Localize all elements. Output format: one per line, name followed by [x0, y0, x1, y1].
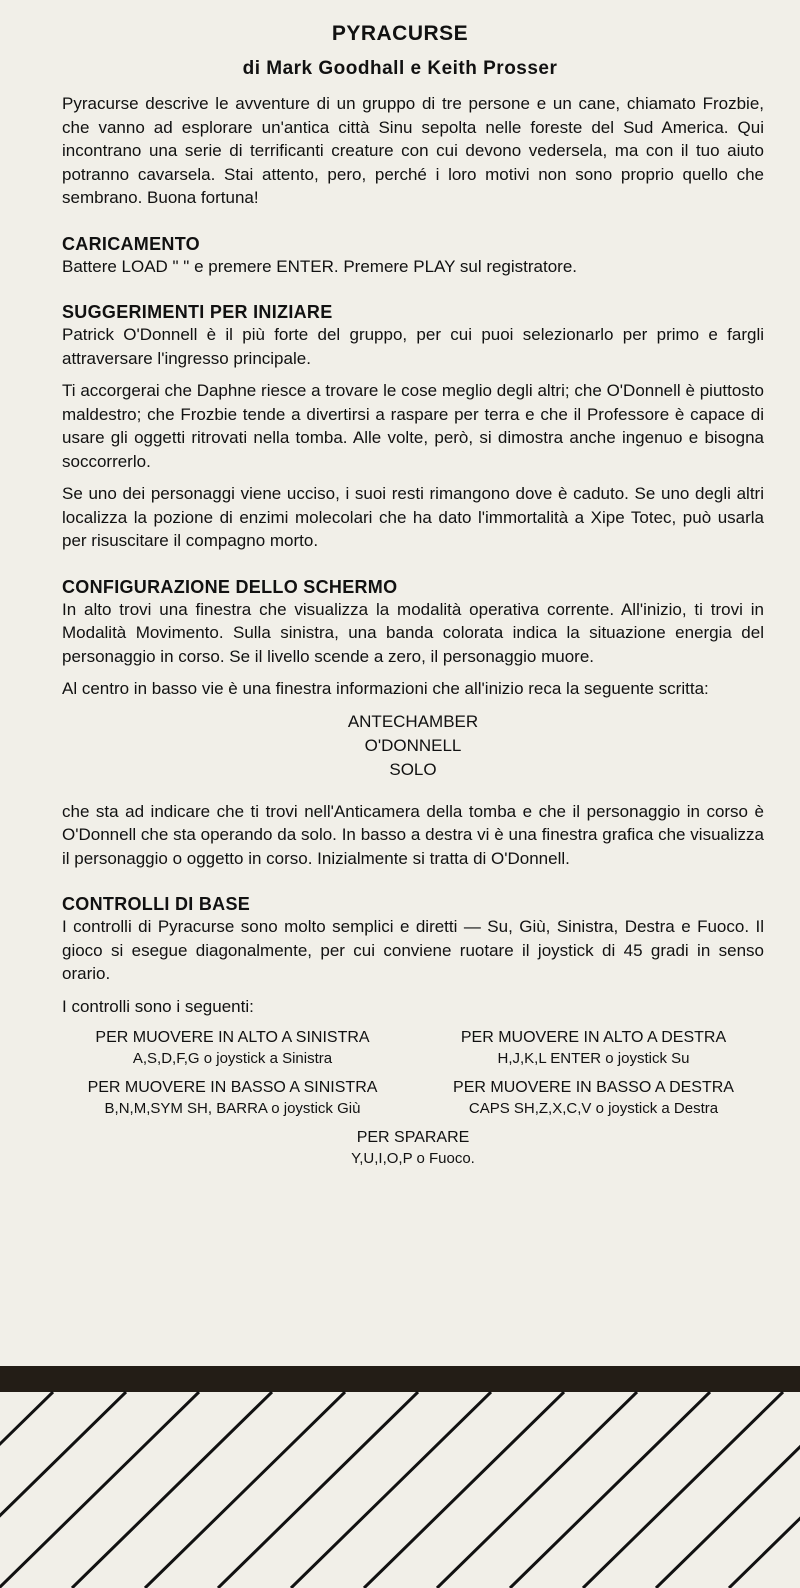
diagonal-stripe	[218, 1392, 418, 1588]
diagonal-stripe	[145, 1392, 345, 1588]
control-label: PER MUOVERE IN ALTO A SINISTRA	[95, 1029, 370, 1046]
info-line: ANTECHAMBER	[347, 711, 479, 731]
controls-paragraph-1: I controlli di Pyracurse sono molto semplici e diretti — Su, Giù, Sinistra, Destra e Fuoco. Il gioco si esegue diagonalmente, per cui conviene ruotare il joystick di 45 gradi in senso orario.	[62, 917, 764, 983]
diagonal-stripe	[656, 1392, 800, 1588]
diagonal-stripe	[729, 1392, 800, 1588]
control-down-left	[62, 1077, 403, 1119]
control-label: PER SPARARE	[356, 1129, 470, 1146]
screen-paragraph-1: In alto trovi una finestra che visualizza la modalità operativa corrente. All'inizio, ti trovi in Modalità Movimento. Sulla sinistra, una banda colorata indica la situazione energia del personaggio in corso. Se il livello scende a zero, il personaggio muore.	[62, 599, 764, 666]
tips-paragraph-1: Patrick O'Donnell è il più forte del gruppo, per cui puoi selezionarlo per primo e fargli attraversare l'ingresso principale.	[62, 325, 764, 368]
control-label: PER MUOVERE IN BASSO A DESTRA	[453, 1079, 734, 1096]
section-heading-screen: CONFIGURAZIONE DELLO SCHERMO	[62, 576, 398, 597]
game-title: PYRACURSE	[331, 22, 469, 45]
intro-paragraph: Pyracurse descrive le avventure di un gruppo di tre persone e un cane, chiamato Frozbie, che vanno ad esplorare un'antica città Sinu sepolta nelle foreste del Sud America. Qui incontrano una serie di terrificanti creature con cui devono vedersela, ma con il tuo aiuto potranno cavarsela. Stai attento, pero, perché i loro motivi non sono proprio quello che sembrano. Buona fortuna!	[62, 94, 764, 207]
tips-paragraph-3: Se uno dei personaggi viene ucciso, i suoi resti rimangono dove è caduto. Se uno degli altri localizza la pozione di enzimi molecolari che ha dato l'immortalità a Xipe Totec, può usarla per risuscitare il compagno morto.	[62, 484, 764, 550]
stripes-graphic	[0, 1366, 800, 1588]
control-keys: Y,U,I,O,P o Fuoco.	[351, 1150, 475, 1167]
control-label: PER MUOVERE IN BASSO A SINISTRA	[87, 1079, 378, 1096]
section-heading-loading: CARICAMENTO	[62, 233, 200, 254]
control-up-right	[423, 1027, 764, 1069]
diagonal-stripe	[0, 1392, 199, 1588]
diagonal-stripe	[0, 1392, 126, 1588]
control-up-left	[62, 1027, 403, 1069]
controls-table	[62, 1027, 764, 1177]
section-heading-tips: SUGGERIMENTI PER INIZIARE	[62, 302, 333, 322]
section-heading-controls: CONTROLLI DI BASE	[62, 894, 251, 914]
diagonal-stripe	[291, 1392, 491, 1588]
screen-paragraph-3: che sta ad indicare che ti trovi nell'Anticamera della tomba e che il personaggio in corso è O'Donnell che sta operando da solo. In basso a destra vi è una finestra grafica che visualizza il personaggio o oggetto in corso. Inizialmente si tratta di O'Donnell.	[62, 801, 764, 868]
control-keys: H,J,K,L ENTER o joystick Su	[497, 1050, 690, 1067]
loading-text: Battere LOAD " " e premere ENTER. Premere PLAY sul registratore.	[62, 256, 578, 276]
control-keys: CAPS SH,Z,X,C,V o joystick a Destra	[468, 1100, 719, 1117]
diagonal-stripe-decoration	[0, 1366, 800, 1588]
content	[62, 92, 764, 1177]
control-keys: A,S,D,F,G o joystick a Sinistra	[132, 1050, 333, 1067]
control-keys: B,N,M,SYM SH, BARRA o joystick Giù	[104, 1100, 361, 1117]
diagonal-stripe	[437, 1392, 637, 1588]
screen-paragraph-2: Al centro in basso vie è una finestra informazioni che all'inizio reca la seguente scritta:	[62, 679, 709, 698]
diagonal-stripe	[364, 1392, 564, 1588]
diagonal-stripe	[583, 1392, 783, 1588]
tips-paragraph-2: Ti accorgerai che Daphne riesce a trovare le cose meglio degli altri; che O'Donnell è piuttosto maldestro; che Frozbie tende a divertirsi a raspare per terra e che il Professore è capace di usare gli oggetti ritrovati nella tomba. Alle volte, però, si dimostra anche ingenuo e bisogna soccorrerlo.	[62, 381, 764, 471]
control-down-right	[423, 1077, 764, 1119]
info-line: SOLO	[389, 759, 437, 779]
info-line: O'DONNELL	[364, 735, 462, 755]
diagonal-stripe	[510, 1392, 710, 1588]
authors: di Mark Goodhall e Keith Prosser	[242, 58, 558, 79]
control-fire	[62, 1127, 764, 1169]
diagonal-stripe	[72, 1392, 272, 1588]
info-window-text	[62, 710, 764, 782]
controls-paragraph-2: I controlli sono i seguenti:	[62, 996, 254, 1016]
control-label: PER MUOVERE IN ALTO A DESTRA	[460, 1029, 727, 1046]
